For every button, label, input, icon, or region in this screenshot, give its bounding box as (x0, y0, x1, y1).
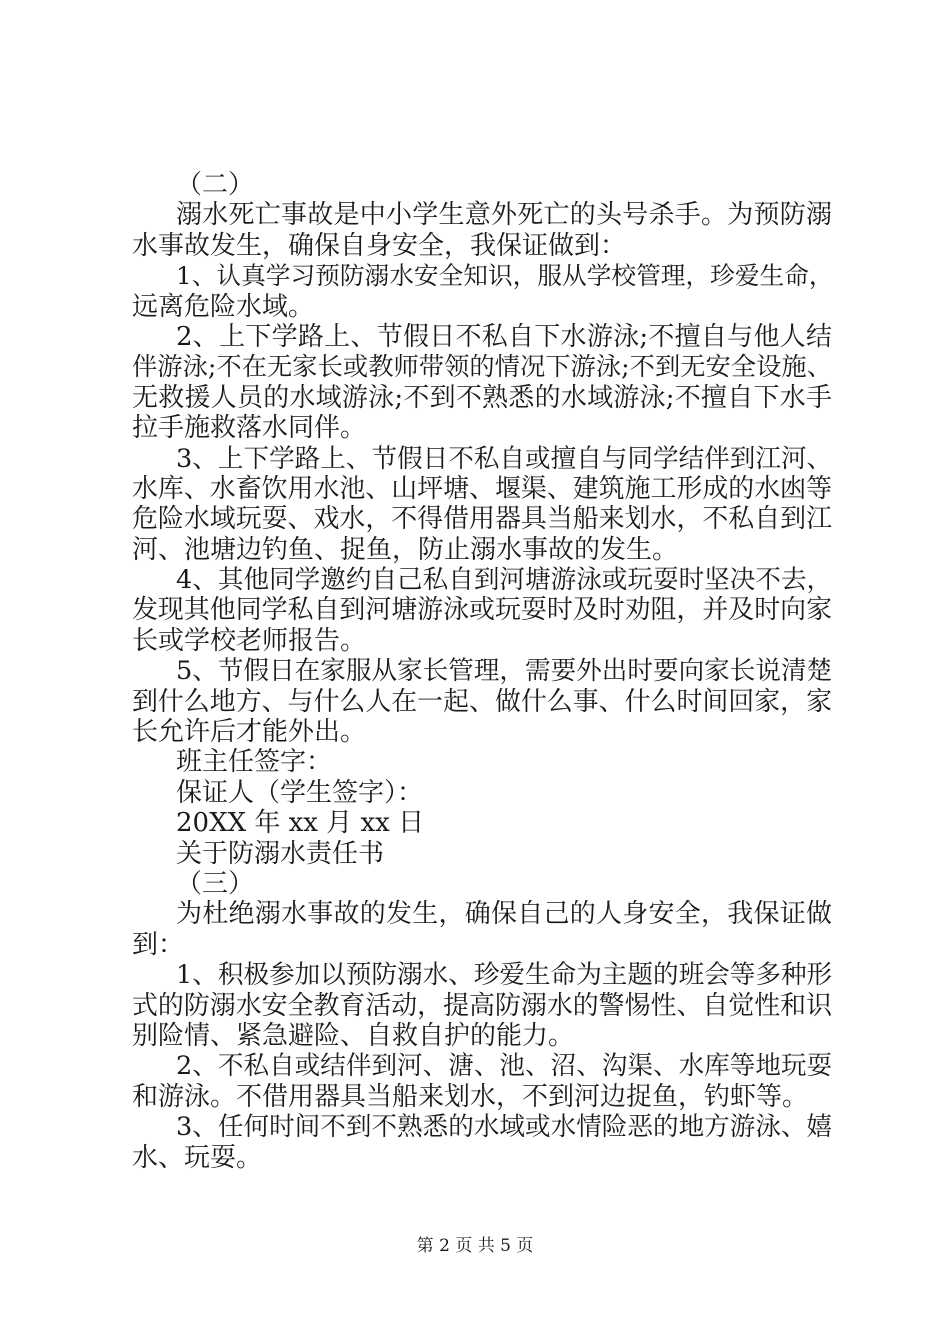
document-line: 式的防溺水安全教育活动，提高防溺水的警惕性、自觉性和识 (132, 990, 832, 1021)
document-line: 危险水域玩耍、戏水，不得借用器具当船来划水，不私自到江 (132, 504, 832, 535)
document-line: 到什么地方、与什么人在一起、做什么事、什么时间回家，家 (132, 686, 832, 717)
document-body (132, 170, 832, 1173)
document-line: 长允许后才能外出。 (132, 717, 367, 748)
document-line: 远离危险水域。 (132, 291, 315, 322)
document-line: 1、认真学习预防溺水安全知识，服从学校管理，珍爱生命， (176, 261, 834, 291)
document-line: 别险情、紧急避险、自救自护的能力。 (132, 1020, 575, 1051)
document-line: 发现其他同学私自到河塘游泳或玩耍时及时劝阻，并及时向家 (132, 595, 832, 626)
document-line: 和游泳。不借用器具当船来划水，不到河边捉鱼，钓虾等。 (132, 1081, 809, 1112)
document-line: 无救援人员的水域游泳;不到不熟悉的水域游泳;不擅自下水手 (132, 382, 832, 413)
document-line: 2、不私自或结伴到河、溏、池、沼、沟渠、水库等地玩耍 (176, 1051, 833, 1082)
document-line: 4、其他同学邀约自己私自到河塘游泳或玩耍时坚决不去， (176, 565, 833, 596)
document-line: 溺水死亡事故是中小学生意外死亡的头号杀手。为预防溺 (176, 200, 832, 231)
page-footer: 第 2 页 共 5 页 (416, 1236, 534, 1256)
document-line: 3、上下学路上、节假日不私自或擅自与同学结伴到江河、 (176, 443, 833, 474)
document-line: 为杜绝溺水事故的发生，确保自己的人身安全，我保证做 (176, 899, 832, 930)
document-line: 长或学校老师报告。 (132, 625, 367, 656)
document-line: 伴游泳;不在无家长或教师带领的情况下游泳;不到无安全设施、 (132, 352, 832, 382)
document-line: 水事故发生，确保自身安全，我保证做到： (132, 230, 627, 261)
document-line: 3、任何时间不到不熟悉的水域或水情险恶的地方游泳、嬉 (176, 1112, 833, 1143)
document-line: 水库、水畜饮用水池、山坪塘、堰渠、建筑施工形成的水凼等 (132, 473, 832, 504)
document-line: 到： (132, 929, 185, 960)
document-line: 1、积极参加以预防溺水、珍爱生命为主题的班会等多种形 (176, 960, 833, 991)
document-line: （三） (176, 868, 255, 899)
document-line: 水、玩耍。 (132, 1142, 263, 1173)
document-line: 保证人（学生签字）： (176, 777, 424, 808)
document-line: 20XX 年 xx 月 xx 日 (176, 808, 425, 839)
document-line: 2、上下学路上、节假日不私自下水游泳;不擅自与他人结 (176, 321, 832, 352)
document-line: 5、节假日在家服从家长管理，需要外出时要向家长说清楚 (176, 656, 833, 687)
document-line: 拉手施救落水同伴。 (132, 413, 367, 444)
document-line: 河、池塘边钓鱼、捉鱼，防止溺水事故的发生。 (132, 534, 679, 565)
document-line: （二） (176, 170, 255, 200)
document-line: 关于防溺水责任书 (176, 838, 385, 869)
document-line: 班主任签字： (176, 747, 333, 778)
